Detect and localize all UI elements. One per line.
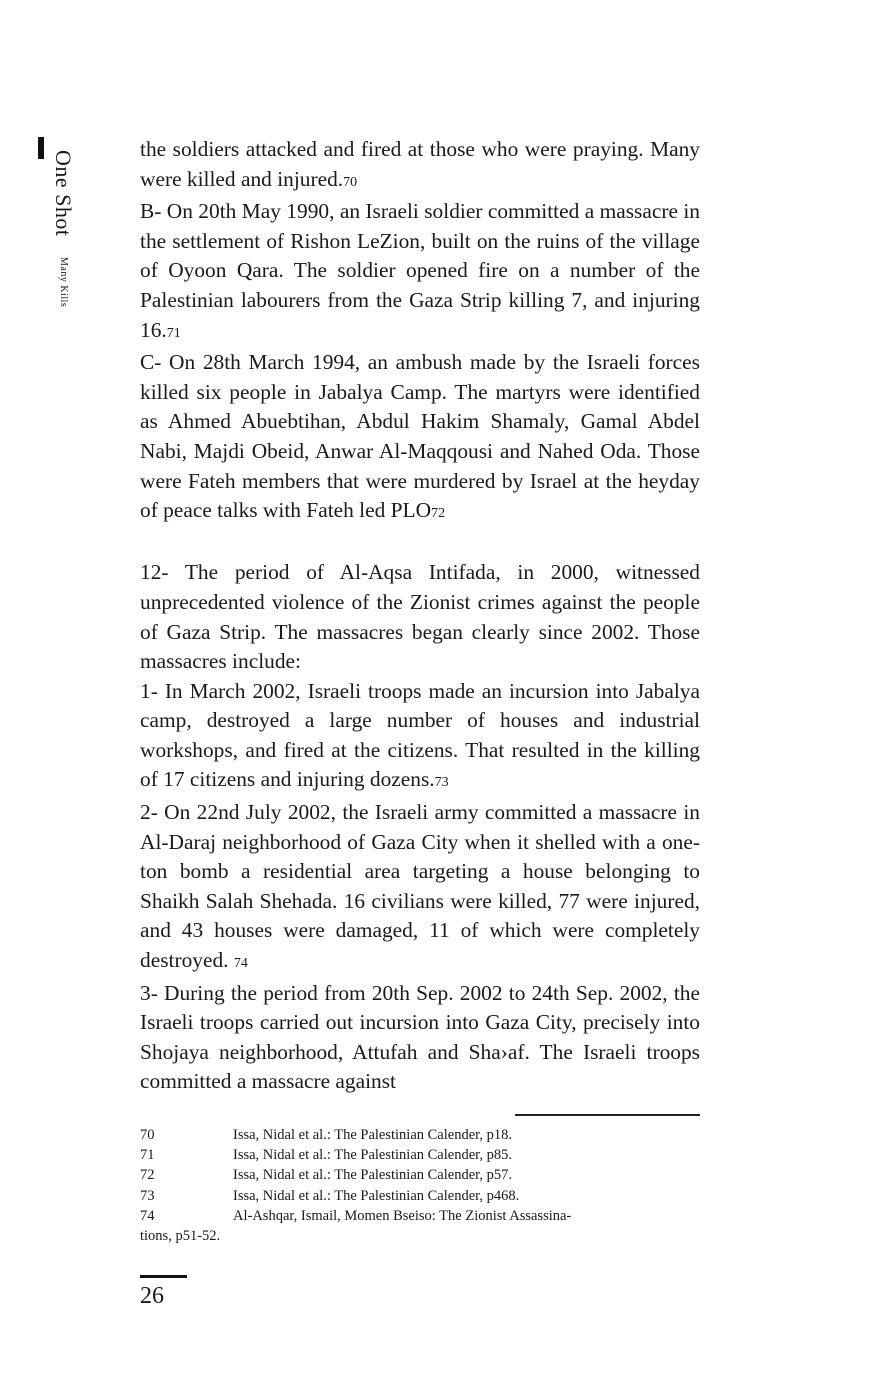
page-number-rule: [140, 1275, 187, 1278]
paragraph-text: 3- During the period from 20th Sep. 2002 to 24th Sep. 2002, the Israeli troops carried out incursion into Gaza City, precisely into Shojaya neighborhood, Attufah and Sha›af. The Israeli troops committed a massacre against: [140, 980, 700, 1094]
paragraph-text: 1- In March 2002, Israeli troops made an incursion into Jabalya camp, destroyed a large number of houses and industrial workshops, and fired at the citizens. That resulted in the killing of 17 citizens and injuring dozens.: [140, 678, 700, 792]
paragraph-text: 2- On 22nd July 2002, the Israeli army committed a massacre in Al-Daraj neighborhood of Gaza City when it shelled with a one-ton bomb a residential area targeting a house belonging to Shaikh Salah Shehada. 16 civilians were killed, 77 were injured, and 43 houses were damaged, 11 of which were completely destroyed.: [140, 800, 700, 973]
footnote-ref: 74: [233, 956, 248, 972]
footnote-text: Issa, Nidal et al.: The Palestinian Calender, p85.: [233, 1147, 513, 1164]
paragraph: [140, 135, 700, 197]
page-number: 26: [140, 1283, 164, 1309]
footnote: [140, 1145, 700, 1165]
footnote-separator: [515, 1114, 700, 1116]
paragraph-text: the soldiers attacked and fired at those who were praying. Many were killed and injured.: [140, 137, 700, 191]
paragraph: [140, 197, 700, 348]
footnote: [140, 1206, 700, 1226]
footnote-number: 74: [140, 1207, 155, 1224]
footnote-text: Al-Ashqar, Ismail, Momen Bseiso: The Zionist Assassina-: [233, 1207, 572, 1224]
footnote: [140, 1165, 700, 1185]
footnote-ref: 71: [166, 325, 181, 341]
footnotes: [140, 1125, 700, 1246]
footnote-text: Issa, Nidal et al.: The Palestinian Calender, p57.: [233, 1167, 513, 1184]
running-head: [52, 150, 74, 307]
footnote-text: Issa, Nidal et al.: The Palestinian Calender, p468.: [233, 1187, 520, 1204]
footnote-ref: 72: [431, 506, 446, 522]
paragraph-text: 12- The period of Al-Aqsa Intifada, in 2000, witnessed unprecedented violence of the Zionist crimes against the people of Gaza Strip. The massacres began clearly since 2002. Those massacres include:: [140, 560, 700, 674]
running-head-subtitle: Many Kills: [58, 256, 69, 307]
paragraph: [140, 677, 700, 798]
footnote-text: Issa, Nidal et al.: The Palestinian Calender, p18.: [233, 1127, 513, 1143]
footnote-number: 71: [140, 1147, 155, 1164]
paragraph: [140, 979, 700, 1097]
footnote-continuation: tions, p51-52.: [140, 1228, 221, 1245]
footnote-number: 70: [140, 1127, 155, 1143]
paragraph: [140, 348, 700, 529]
footnote: [140, 1186, 700, 1206]
paragraph: [140, 798, 700, 979]
paragraph-text: C- On 28th March 1994, an ambush made by the Israeli forces killed six people in Jabalya Camp. The martyrs were identified as Ahmed Abuebtihan, Abdul Hakim Shamaly, Gamal Abdel Nabi, Majdi Obeid, Anwar Al-Maqqousi and Nahed Oda. Those were Fateh members that were murdered by Israel at the heyday of peace talks with Fateh led PLO: [140, 350, 700, 523]
footnote: [140, 1125, 700, 1145]
footnote-ref: 70: [343, 174, 358, 190]
running-head-bar: [38, 137, 44, 159]
footnote-number: 73: [140, 1187, 155, 1204]
footnote-ref: 73: [434, 775, 449, 791]
running-head-title: One Shot: [51, 150, 76, 237]
footnote-number: 72: [140, 1167, 155, 1184]
paragraph: [140, 558, 700, 676]
paragraph-text: B- On 20th May 1990, an Israeli soldier committed a massacre in the settlement of Rishon LeZion, built on the ruins of the village of Oyoon Qara. The soldier opened fire on a number of the Palestinian labourers from the Gaza Strip killing 7, and injuring 16.: [140, 199, 700, 342]
body-text: [140, 135, 700, 1097]
